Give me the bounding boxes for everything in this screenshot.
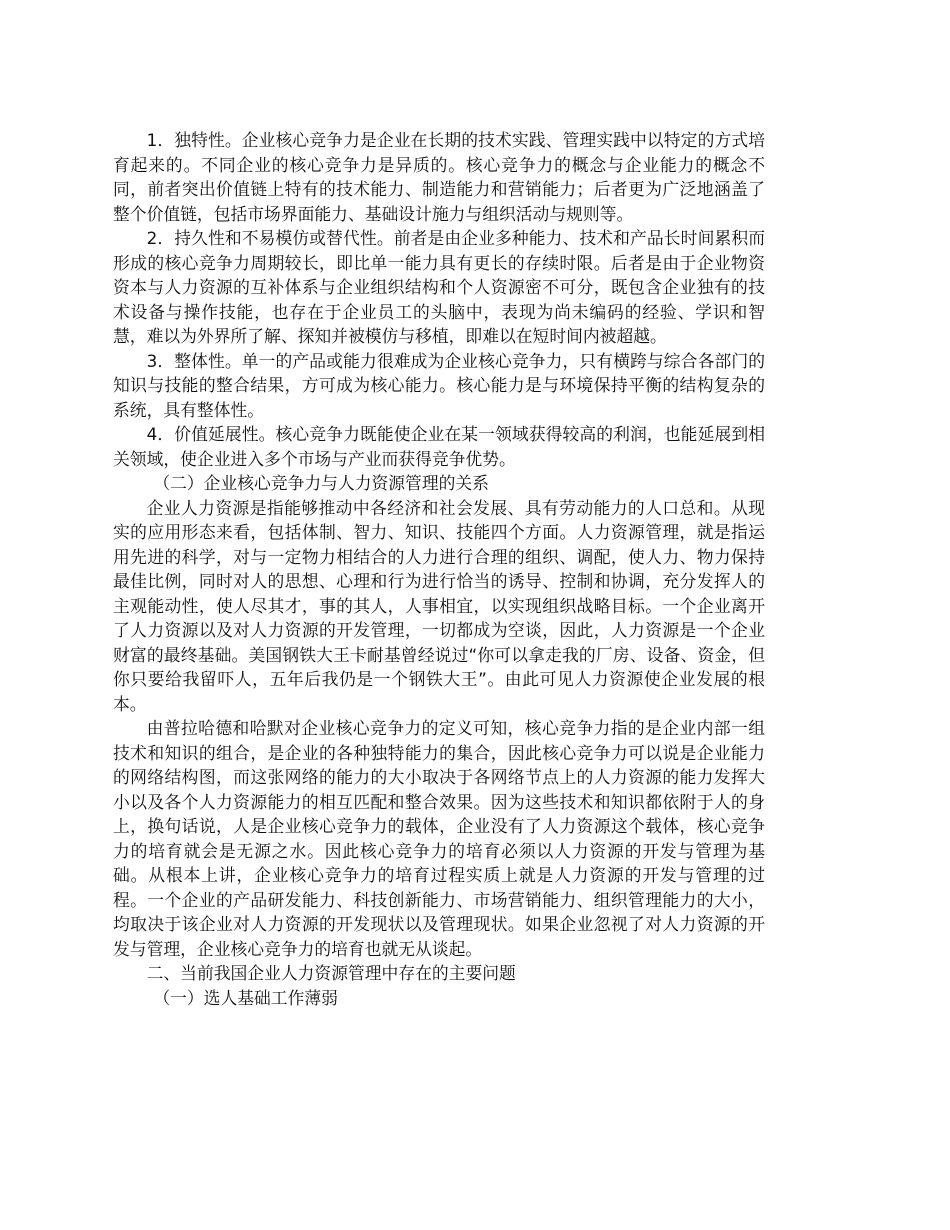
paragraph-hr-definition: 企业人力资源是指能够推动中各经济和社会发展、具有劳动能力的人口总和。从现实的应用形态来看，包括体制、智力、知识、技能四个方面。人力资源管理，就是指运用先进的科学，对与一定物力相结合的人力进行合理的组织、调配，使人力、物力保持最佳比例，同时对人的思想、心理和行为进行恰当的诱导、控制和协调，充分发挥人的主观能动性，使人尽其才，事的其人，人事相宜，以实现组织战略目标。一个企业离开了人力资源以及对人力资源的开发管理，一切都成为空谈，因此，人力资源是一个企业财富的最终基础。美国钢铁大王卡耐基曾经说过“你可以拿走我的厂房、设备、资金，但你只要给我留吓人，五年后我仍是一个钢铁大王”。由此可见人力资源使企业发展的根本。 <box>113 497 765 714</box>
section-heading-selection: （一）选人基础工作薄弱 <box>153 987 338 1008</box>
document-body <box>113 128 765 1010</box>
paragraph-integrity: 3．整体性。单一的产品或能力很难成为企业核心竞争力，只有横跨与综合各部门的知识与技能的整合结果，方可成为核心能力。核心能力是与环境保持平衡的结构复杂的系统，具有整体性。 <box>113 350 765 420</box>
section-heading-problems: 二、当前我国企业人力资源管理中存在的主要问题 <box>146 963 516 983</box>
paragraph-core-competence-hr: 由普拉哈德和哈默对企业核心竞争力的定义可知，核心竞争力指的是企业内部一组技术和知识的组合，是企业的各种独特能力的集合，因此核心竞争力可以说是企业能力的网络结构图，而这张网络的能力的大小取决于各网络节点上的人力资源的能力发挥大小以及各个人力资源能力的相互匹配和整合效果。因为这些技术和知识都依附于人的身上，换句话说，人是企业核心竞争力的载体，企业没有了人力资源这个载体，核心竞争力的培育就会是无源之水。因此核心竞争力的培育必须以人力资源的开发与管理为基础。从根本上讲，企业核心竞争力的培育过程实质上就是人力资源的开发与管理的过程。一个企业的产品研发能力、科技创新能力、市场营销能力、组织管理能力的大小，均取决于该企业对人力资源的开发现状以及管理现状。如果企业忽视了对人力资源的开发与管理，企业核心竞争力的培育也就无从谈起。 <box>113 718 765 959</box>
paragraph-durability: 2．持久性和不易模仿或替代性。前者是由企业多种能力、技术和产品长时间累积而形成的核心竞争力周期较长，即比单一能力具有更长的存续时限。后者是由于企业物资资本与人力资源的互补体系与企业组织结构和个人资源密不可分，既包含企业独有的技术设备与操作技能，也存在于企业员工的头脑中，表现为尚未编码的经验、学识和智慧，难以为外界所了解、探知并被模仿与移植，即难以在短时间内被超越。 <box>113 228 765 346</box>
paragraph-uniqueness: 1．独特性。企业核心竞争力是企业在长期的技术实践、管理实践中以特定的方式培育起来的。不同企业的核心竞争力是异质的。核心竞争力的概念与企业能力的概念不同，前者突出价值链上特有的技术能力、制造能力和营销能力；后者更为广泛地涵盖了整个价值链，包括市场界面能力、基础设计施力与组织活动与规则等。 <box>113 130 765 224</box>
paragraph-extensibility: 4．价值延展性。核心竞争力既能使企业在某一领域获得较高的利润，也能延展到相关领域，使企业进入多个市场与产业而获得竞争优势。 <box>113 424 765 469</box>
section-heading-relationship: （二）企业核心竞争力与人力资源管理的关系 <box>153 473 489 493</box>
